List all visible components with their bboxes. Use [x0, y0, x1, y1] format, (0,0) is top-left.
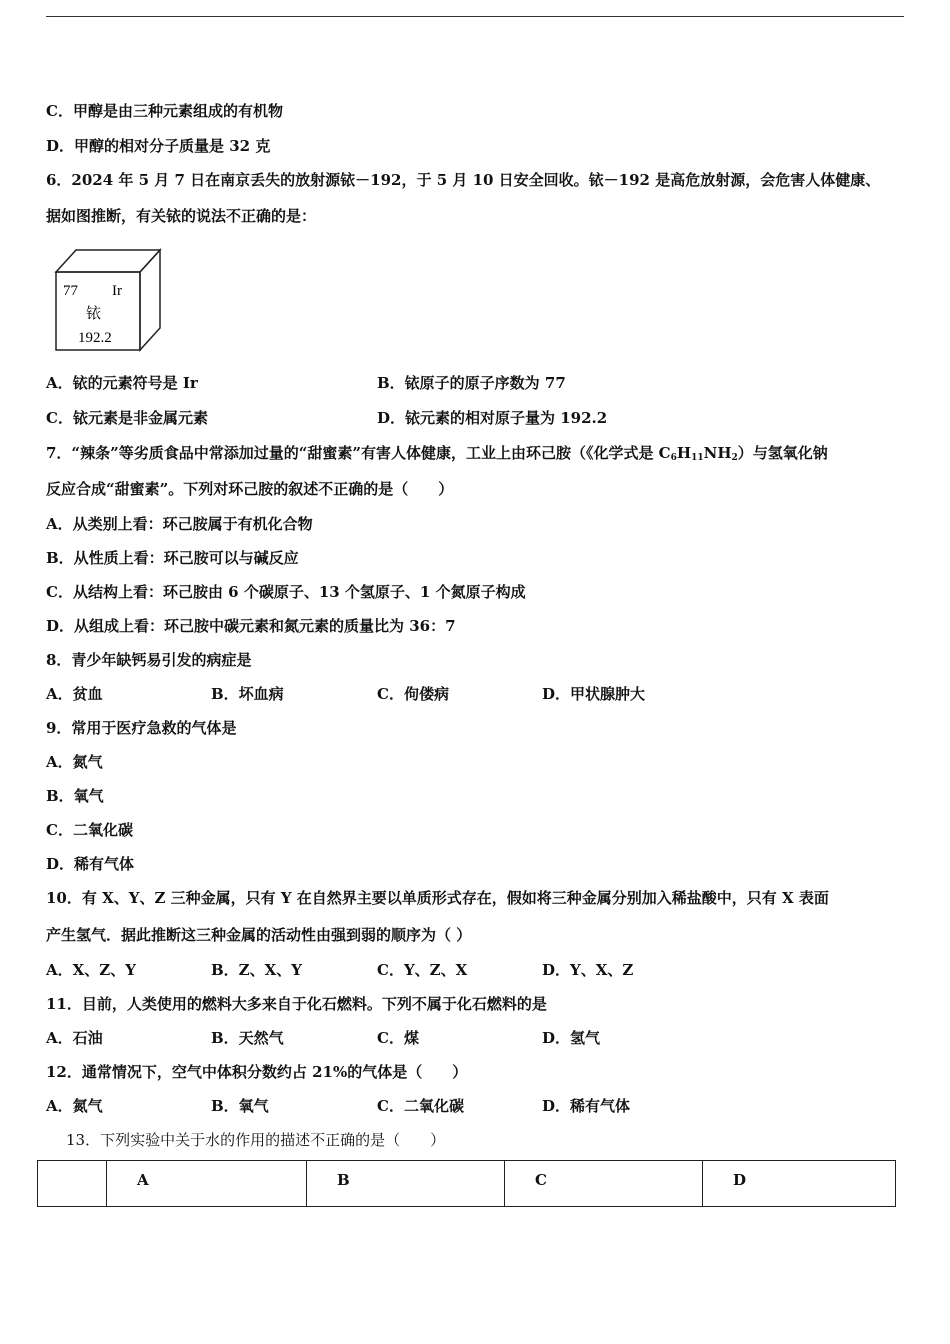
q7-formula-sub-h: 11	[691, 453, 704, 463]
q7-option-d: D．从组成上看：环己胺中碳元素和氮元素的质量比为 36：7	[46, 617, 456, 635]
table-header-d: D	[733, 1171, 747, 1189]
table-header-b: B	[337, 1171, 350, 1189]
q12-stem: 12．通常情况下，空气中体积分数约占 21%的气体是（ ）	[46, 1063, 468, 1081]
q11-option-b: B．天然气	[211, 1029, 284, 1047]
q6-option-d: D．铱元素的相对原子量为 192.2	[377, 409, 608, 427]
q8-stem: 8．青少年缺钙易引发的病症是	[46, 651, 252, 669]
table-header-blank	[38, 1161, 106, 1171]
q7-stem-line2: 反应合成“甜蜜素”。下列对环己胺的叙述不正确的是（ ）	[46, 480, 454, 498]
element-cube-figure	[52, 248, 162, 352]
q10-option-b: B．Z、X、Y	[211, 961, 302, 979]
q13-stem: 13．下列实验中关于水的作用的描述不正确的是（ ）	[66, 1131, 446, 1149]
q6-stem-line2: 据如图推断，有关铱的说法不正确的是：	[46, 207, 317, 225]
q6-stem-line1: 6．2024 年 5 月 7 日在南京丢失的放射源铱－192，于 5 月 10 日安全回收。铱－192 是高危放射源，会危害人体健康、	[46, 171, 881, 189]
q7-stem-line1	[46, 443, 828, 468]
q7-formula-sub-c: 6	[670, 453, 677, 463]
q12-option-b: B．氧气	[211, 1097, 269, 1115]
element-atomic-number: 77	[63, 283, 78, 299]
table-cell-b	[307, 1161, 505, 1207]
table-header-a: A	[137, 1171, 149, 1189]
q8-option-a: A．贫血	[46, 685, 103, 703]
table-cell-a	[107, 1161, 307, 1207]
q7-formula-h: H	[676, 444, 692, 462]
q11-option-d: D．氢气	[542, 1029, 601, 1047]
q9-option-b: B．氧气	[46, 787, 104, 805]
q12-option-a: A．氮气	[46, 1097, 103, 1115]
table-cell-blank	[38, 1161, 107, 1207]
element-card-iridium	[52, 248, 162, 352]
q7-option-c: C．从结构上看：环己胺由 6 个碳原子、13 个氢原子、1 个氮原子构成	[46, 583, 526, 601]
table-cell-d	[703, 1161, 896, 1207]
q8-option-c: C．佝偻病	[377, 685, 449, 703]
q7-option-b: B．从性质上看：环己胺可以与碱反应	[46, 549, 299, 567]
q9-option-c: C．二氧化碳	[46, 821, 133, 839]
q7-stem-text-a: 7．“辣条”等劣质食品中常添加过量的“甜蜜素”有害人体健康，工业上由环己胺（《化学式是 C	[46, 444, 671, 462]
table-row	[38, 1161, 896, 1207]
q6-option-c: C．铱元素是非金属元素	[46, 409, 208, 427]
q13-table	[37, 1160, 896, 1207]
q10-stem-line2: 产生氢气．据此推断这三种金属的活动性由强到弱的顺序为（ ）	[46, 926, 472, 944]
q12-option-d: D．稀有气体	[542, 1097, 631, 1115]
q7-stem-text-b: ）与氢氧化钠	[737, 444, 828, 462]
element-atomic-mass: 192.2	[78, 330, 112, 346]
q12-option-c: C．二氧化碳	[377, 1097, 464, 1115]
table-cell-c	[505, 1161, 703, 1207]
q11-option-c: C．煤	[377, 1029, 419, 1047]
q6-option-a: A．铱的元素符号是 Ir	[46, 374, 198, 392]
q7-formula-sub-nh: 2	[731, 453, 738, 463]
q10-option-a: A．X、Z、Y	[46, 961, 136, 979]
q10-option-c: C．Y、Z、X	[377, 961, 468, 979]
q10-option-d: D．Y、X、Z	[542, 961, 634, 979]
q11-option-a: A．石油	[46, 1029, 103, 1047]
q7-formula-nh: NH	[703, 444, 732, 462]
q5-option-c: C．甲醇是由三种元素组成的有机物	[46, 102, 283, 120]
q8-option-d: D．甲状腺肿大	[542, 685, 646, 703]
q6-option-b: B．铱原子的原子序数为 77	[377, 374, 566, 392]
q9-option-d: D．稀有气体	[46, 855, 135, 873]
q10-stem-line1: 10．有 X、Y、Z 三种金属，只有 Y 在自然界主要以单质形式存在，假如将三种金属分别加入稀盐酸中，只有 X 表面	[46, 889, 829, 907]
table-header-c: C	[535, 1171, 547, 1189]
q9-option-a: A．氮气	[46, 753, 103, 771]
q5-option-d: D．甲醇的相对分子质量是 32 克	[46, 137, 271, 155]
q8-option-b: B．坏血病	[211, 685, 284, 703]
q9-stem: 9．常用于医疗急救的气体是	[46, 719, 237, 737]
q7-option-a: A．从类别上看：环己胺属于有机化合物	[46, 515, 313, 533]
element-symbol: Ir	[112, 283, 122, 299]
q11-stem: 11．目前，人类使用的燃料大多来自于化石燃料。下列不属于化石燃料的是	[46, 995, 547, 1013]
element-name: 铱	[86, 304, 102, 322]
header-rule	[46, 16, 904, 17]
